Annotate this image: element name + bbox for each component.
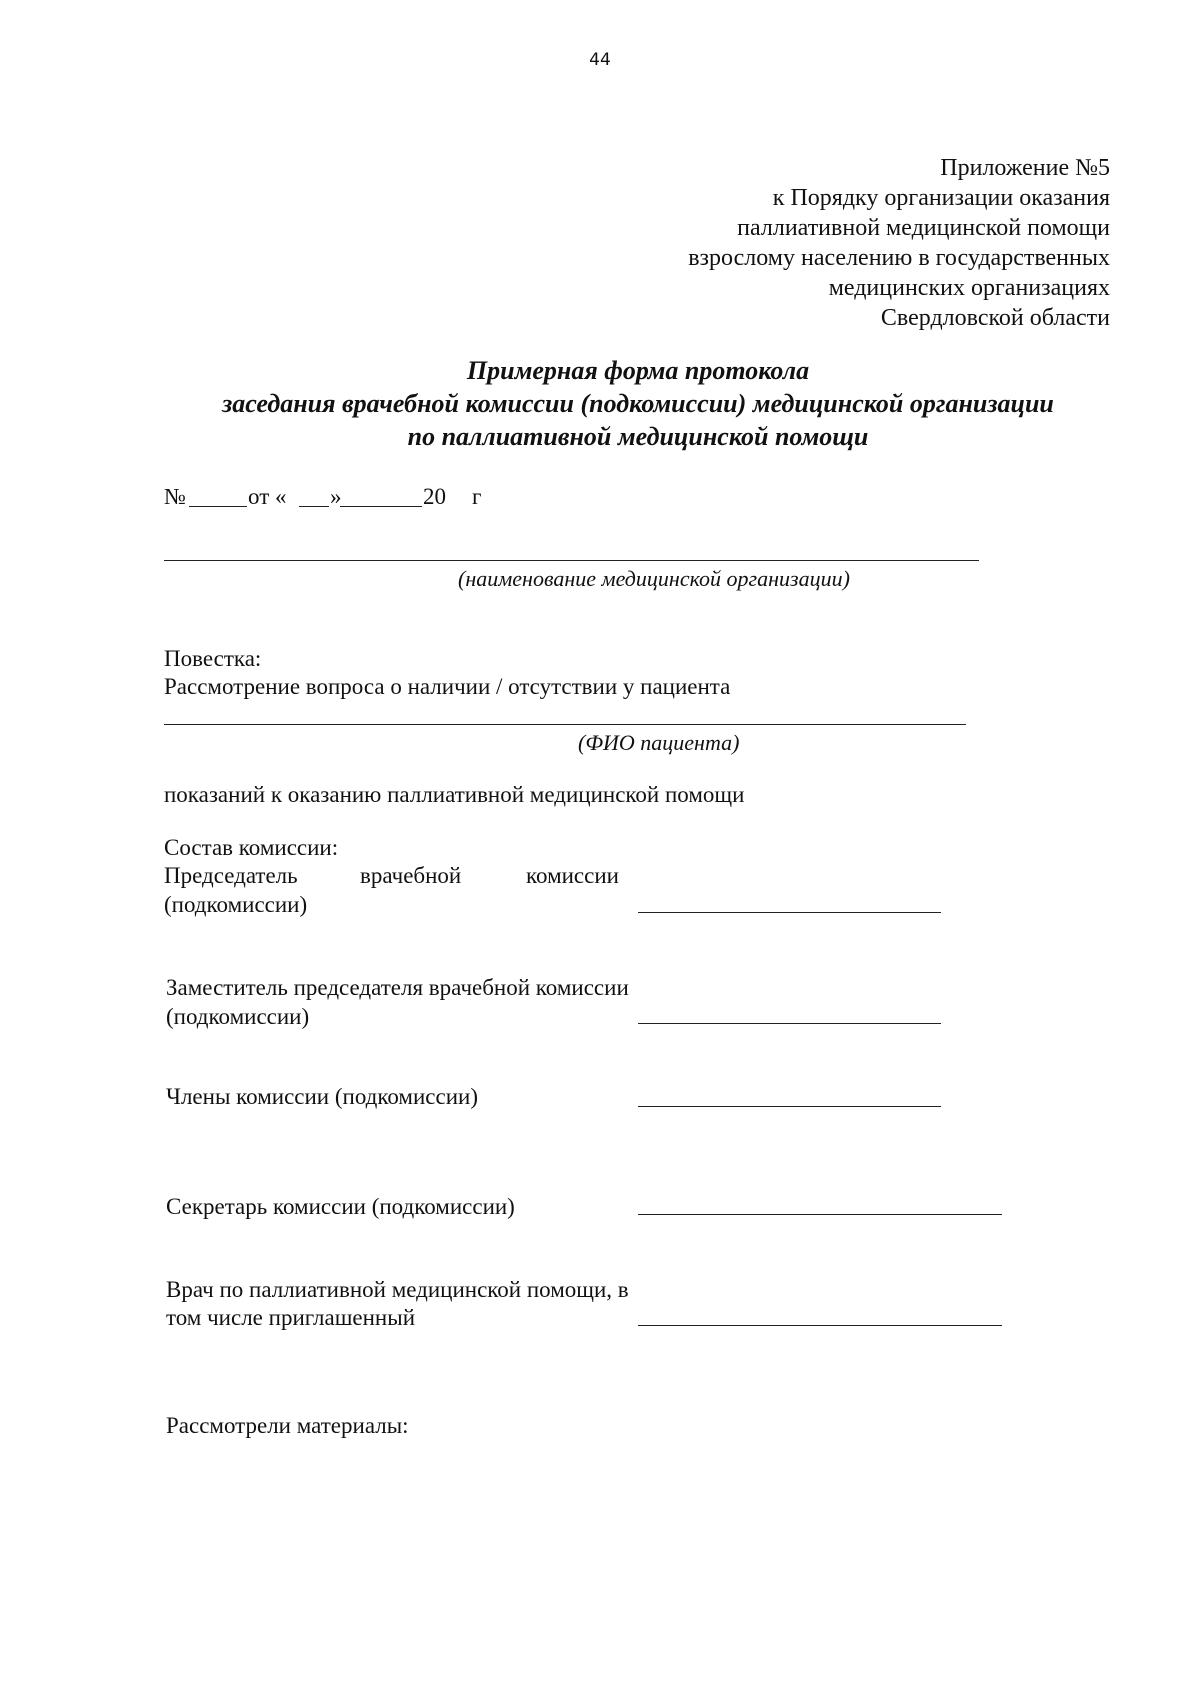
appendix-line: взрослому населению в государственных <box>688 245 1110 271</box>
year-prefix: 20 <box>423 484 446 509</box>
patient-caption: (ФИО пациента) <box>578 730 740 755</box>
from-label: от « <box>248 484 287 509</box>
title-line: по паллиативной медицинской помощи <box>407 422 869 451</box>
chairman-word: врачебной <box>360 863 462 888</box>
agenda-continuation: показаний к оказанию паллиативной медицинской помощи <box>164 782 745 807</box>
chairman-signature-blank[interactable] <box>638 912 941 913</box>
title-line: заседания врачебной комиссии (подкомиссии) медицинской организации <box>222 389 1054 418</box>
month-blank[interactable] <box>340 506 422 507</box>
appendix-line: к Порядку организации оказания <box>772 185 1110 211</box>
reviewed-materials-label: Рассмотрели материалы: <box>166 1413 409 1438</box>
members-signature-blank[interactable] <box>638 1106 941 1107</box>
appendix-header <box>688 153 1110 333</box>
doctor-label: Врач по паллиативной медицинской помощи, в <box>166 1277 629 1302</box>
chairman-word: Председатель <box>164 863 298 888</box>
commission-heading: Состав комиссии: <box>164 835 339 860</box>
number-sign: № <box>164 484 186 509</box>
deputy-signature-blank[interactable] <box>638 1023 941 1024</box>
deputy-label: Заместитель председателя врачебной комиссии <box>166 975 629 1000</box>
year-suffix: г <box>472 484 482 509</box>
deputy-label-line2: (подкомиссии) <box>166 1004 310 1029</box>
appendix-line: Приложение №5 <box>940 155 1110 181</box>
secretary-signature-blank[interactable] <box>638 1214 1002 1215</box>
chairman-label-line2: (подкомиссии) <box>164 892 308 917</box>
organization-caption: (наименование медицинской организации) <box>458 566 850 591</box>
patient-name-blank[interactable] <box>164 724 966 725</box>
doctor-label-line2: том числе приглашенный <box>166 1305 416 1330</box>
document-title <box>0 354 1200 453</box>
title-line: Примерная форма протокола <box>466 356 810 385</box>
appendix-line: Свердловской области <box>880 305 1110 331</box>
members-label: Члены комиссии (подкомиссии) <box>166 1084 478 1109</box>
chairman-word: комиссии <box>526 863 619 888</box>
agenda-heading: Повестка: <box>164 646 262 671</box>
page-number: 44 <box>589 50 611 70</box>
organization-name-blank[interactable] <box>164 560 979 561</box>
number-blank[interactable] <box>189 506 247 507</box>
appendix-line: медицинских организациях <box>828 275 1110 301</box>
day-blank[interactable] <box>299 506 329 507</box>
secretary-label: Секретарь комиссии (подкомиссии) <box>166 1194 515 1219</box>
doctor-signature-blank[interactable] <box>638 1325 1002 1326</box>
close-quote: » <box>330 484 342 509</box>
appendix-line: паллиативной медицинской помощи <box>737 215 1110 241</box>
agenda-text: Рассмотрение вопроса о наличии / отсутствии у пациента <box>164 674 731 699</box>
